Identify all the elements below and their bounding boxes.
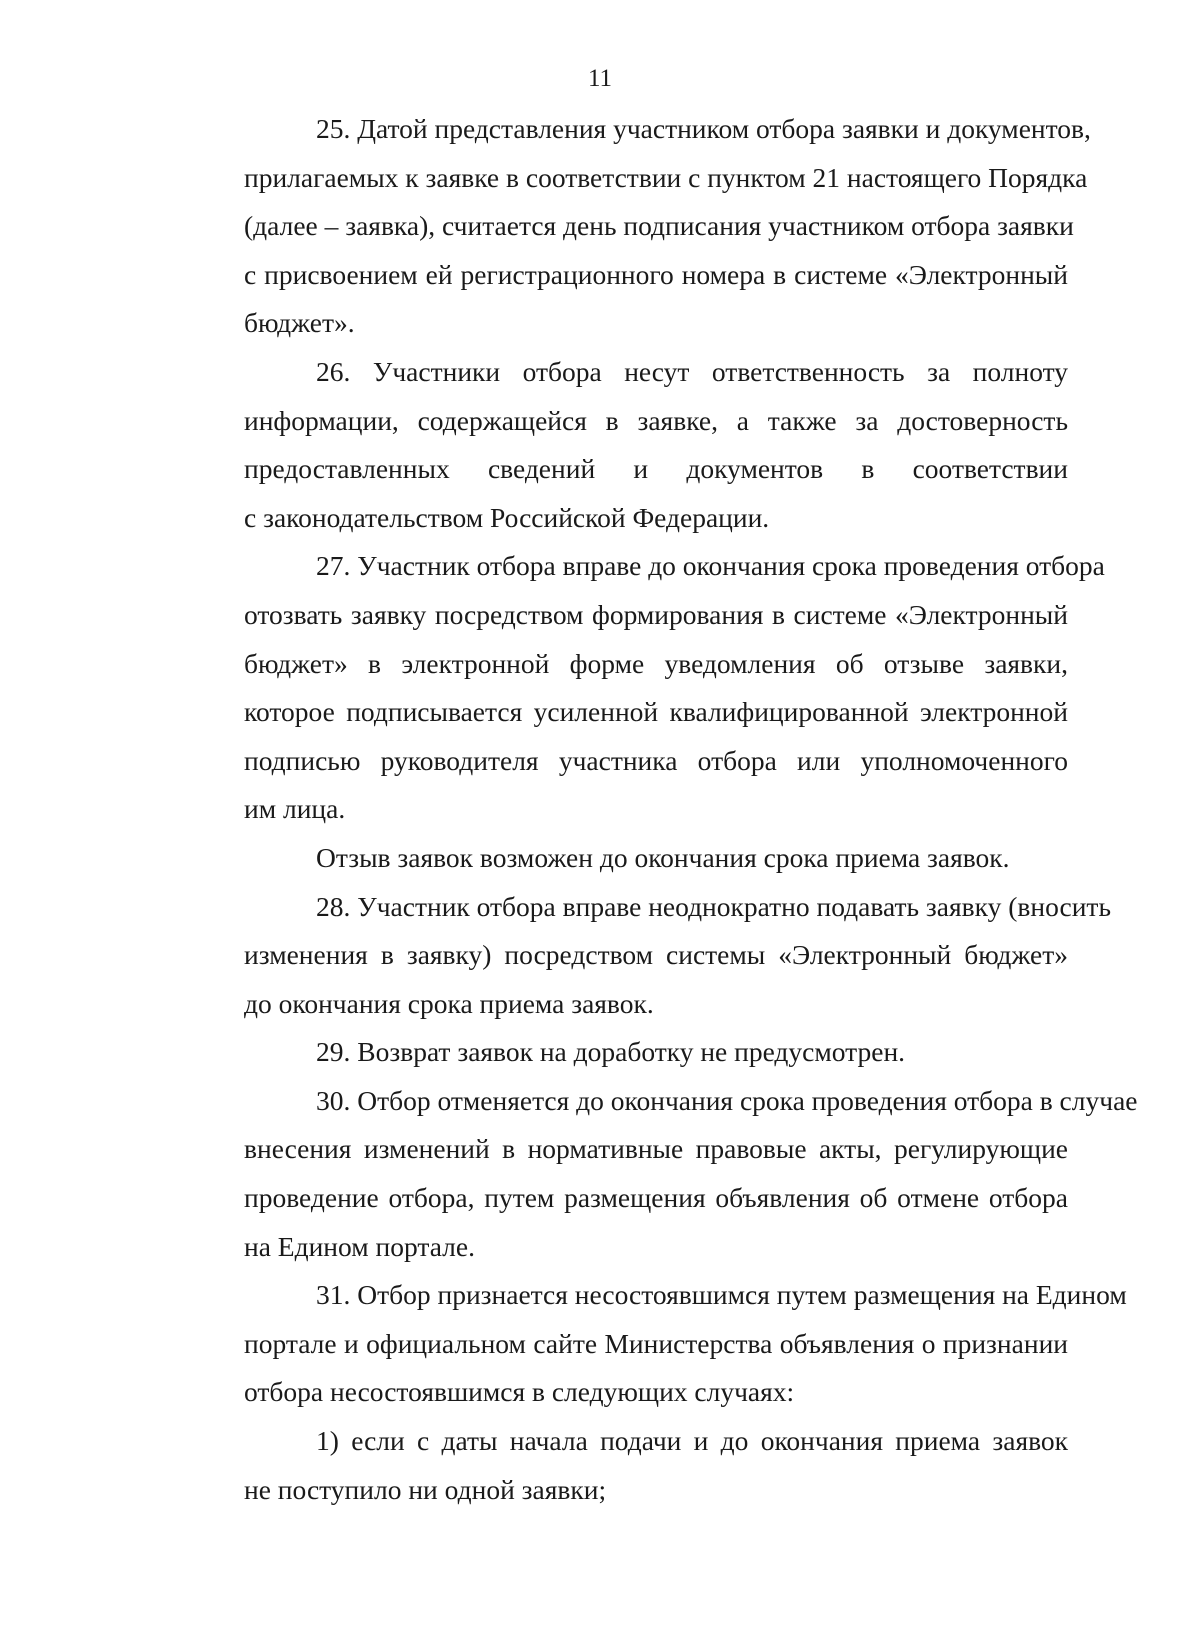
text-line: 31. Отбор признается несостоявшимся путем размещения на Едином — [316, 1279, 1127, 1311]
text-line: информации, содержащейся в заявке, а также за достоверность — [244, 404, 1068, 436]
text-line: внесения изменений в нормативные правовые акты, регулирующие — [244, 1133, 1068, 1165]
paragraph-31 — [172, 1271, 1127, 1417]
text-line: 30. Отбор отменяется до окончания срока проведения отбора в случае — [316, 1084, 1138, 1116]
text-line: бюджет». — [244, 307, 355, 339]
text-line: предоставленных сведений и документов в соответствии — [244, 453, 1068, 485]
text-line: с законодательством Российской Федерации. — [244, 501, 770, 533]
text-line: портале и официальном сайте Министерства объявления о признании — [244, 1327, 1068, 1359]
paragraph-29 — [172, 1028, 1068, 1077]
text-line: бюджет» в электронной форме уведомления об отзыве заявки, — [244, 647, 1068, 679]
document-body — [172, 105, 1138, 1514]
paragraph-30 — [172, 1077, 1138, 1271]
text-line: изменения в заявку) посредством системы «Электронный бюджет» — [244, 939, 1068, 971]
paragraph-31-item-1 — [172, 1417, 1068, 1514]
paragraph-26 — [172, 348, 1068, 542]
text-line: 26. Участники отбора несут ответственность за полноту — [316, 355, 1068, 387]
text-line: Отзыв заявок возможен до окончания срока приема заявок. — [316, 841, 1010, 873]
text-line: прилагаемых к заявке в соответствии с пунктом 21 настоящего Порядка — [244, 161, 1088, 193]
text-line: подписью руководителя участника отбора или уполномоченного — [244, 744, 1068, 776]
text-line: которое подписывается усиленной квалифицированной электронной — [244, 696, 1068, 728]
paragraph-28 — [172, 883, 1111, 1029]
paragraph-27-note — [172, 834, 1068, 883]
text-line: отбора несостоявшимся в следующих случаях: — [244, 1376, 795, 1408]
text-line: проведение отбора, путем размещения объявления об отмене отбора — [244, 1182, 1068, 1214]
text-line: 1) если с даты начала подачи и до окончания приема заявок — [316, 1425, 1068, 1457]
text-line: им лица. — [244, 793, 346, 825]
text-line: не поступило ни одной заявки; — [244, 1473, 607, 1505]
text-line: отозвать заявку посредством формирования в системе «Электронный — [244, 598, 1068, 630]
paragraph-27 — [172, 542, 1105, 834]
text-line: до окончания срока приема заявок. — [244, 987, 654, 1019]
text-line: 29. Возврат заявок на доработку не предусмотрен. — [316, 1036, 906, 1068]
text-line: с присвоением ей регистрационного номера в системе «Электронный — [244, 258, 1068, 290]
text-line: 25. Датой представления участником отбора заявки и документов, — [316, 113, 1091, 144]
text-line: на Едином портале. — [244, 1230, 475, 1262]
paragraph-25 — [172, 105, 1091, 348]
text-line: 28. Участник отбора вправе неоднократно подавать заявку (вносить — [316, 890, 1111, 922]
text-line: (далее – заявка), считается день подписания участником отбора заявки — [244, 210, 1074, 242]
text-line: 27. Участник отбора вправе до окончания срока проведения отбора — [316, 550, 1105, 582]
page-number: 11 — [587, 65, 613, 92]
